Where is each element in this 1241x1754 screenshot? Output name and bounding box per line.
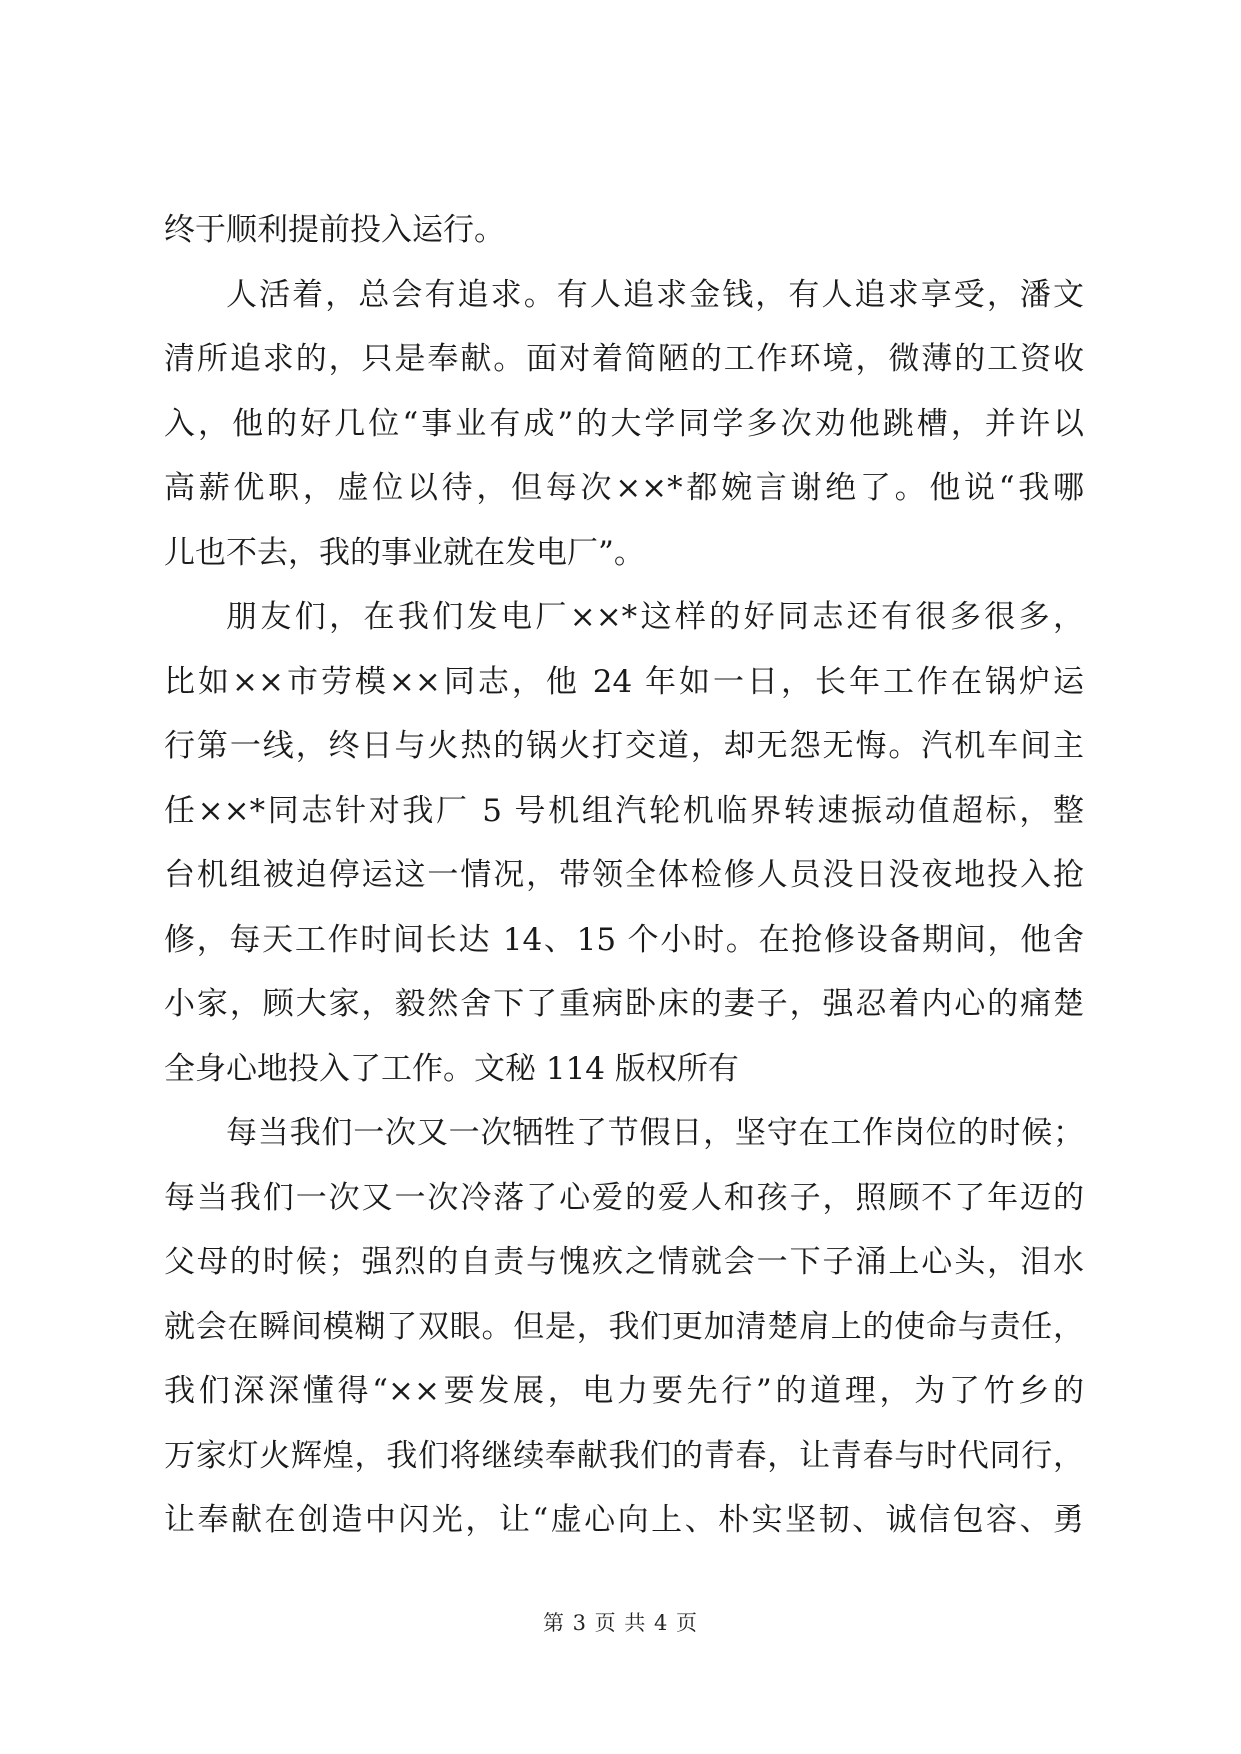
text-line: 小家，顾大家，毅然舍下了重病卧床的妻子，强忍着内心的痛楚 [164, 986, 1084, 1022]
text-line: 人活着，总会有追求。有人追求金钱，有人追求享受，潘文 [226, 276, 1084, 313]
text-line: 就会在瞬间模糊了双眼。但是，我们更加清楚肩上的使命与责任， [164, 1308, 1084, 1345]
text-line: 儿也不去，我的事业就在发电厂”。 [164, 534, 645, 571]
text-line: 万家灯火辉煌，我们将继续奉献我们的青春，让青春与时代同行， [164, 1437, 1084, 1474]
page-number-footer: 第 3 页 共 4 页 [542, 1611, 699, 1635]
text-line: 终于顺利提前投入运行。 [164, 212, 505, 248]
text-line: 朋友们，在我们发电厂××*这样的好同志还有很多很多， [226, 599, 1084, 635]
text-line: 入，他的好几位“事业有成”的大学同学多次劝他跳槽，并许以 [164, 405, 1084, 442]
text-line: 台机组被迫停运这一情况，带领全体检修人员没日没夜地投入抢 [164, 857, 1084, 893]
text-line: 全身心地投入了工作。文秘 114 版权所有 [164, 1050, 739, 1087]
text-line: 比如××市劳模××同志，他 24 年如一日，长年工作在锅炉运 [164, 663, 1084, 700]
text-line: 高薪优职，虚位以待，但每次××*都婉言谢绝了。他说“我哪 [164, 470, 1084, 506]
text-line: 我们深深懂得“××要发展，电力要先行”的道理，为了竹乡的 [164, 1373, 1084, 1409]
text-line: 行第一线，终日与火热的锅火打交道，却无怨无悔。汽机车间主 [164, 728, 1084, 764]
text-line: 每当我们一次又一次冷落了心爱的爱人和孩子，照顾不了年迈的 [164, 1179, 1084, 1216]
text-line: 任××*同志针对我厂 5 号机组汽轮机临界转速振动值超标，整 [164, 792, 1084, 829]
text-line: 每当我们一次又一次牺牲了节假日，坚守在工作岗位的时候； [226, 1115, 1084, 1151]
text-line: 让奉献在创造中闪光，让“虚心向上、朴实坚韧、诚信包容、勇 [164, 1502, 1084, 1538]
text-line: 清所追求的，只是奉献。面对着简陋的工作环境，微薄的工资收 [164, 341, 1084, 377]
document-body [164, 198, 1084, 1553]
text-line: 父母的时候；强烈的自责与愧疚之情就会一下子涌上心头，泪水 [164, 1244, 1084, 1280]
text-line: 修，每天工作时间长达 14、15 个小时。在抢修设备期间，他舍 [164, 921, 1084, 958]
